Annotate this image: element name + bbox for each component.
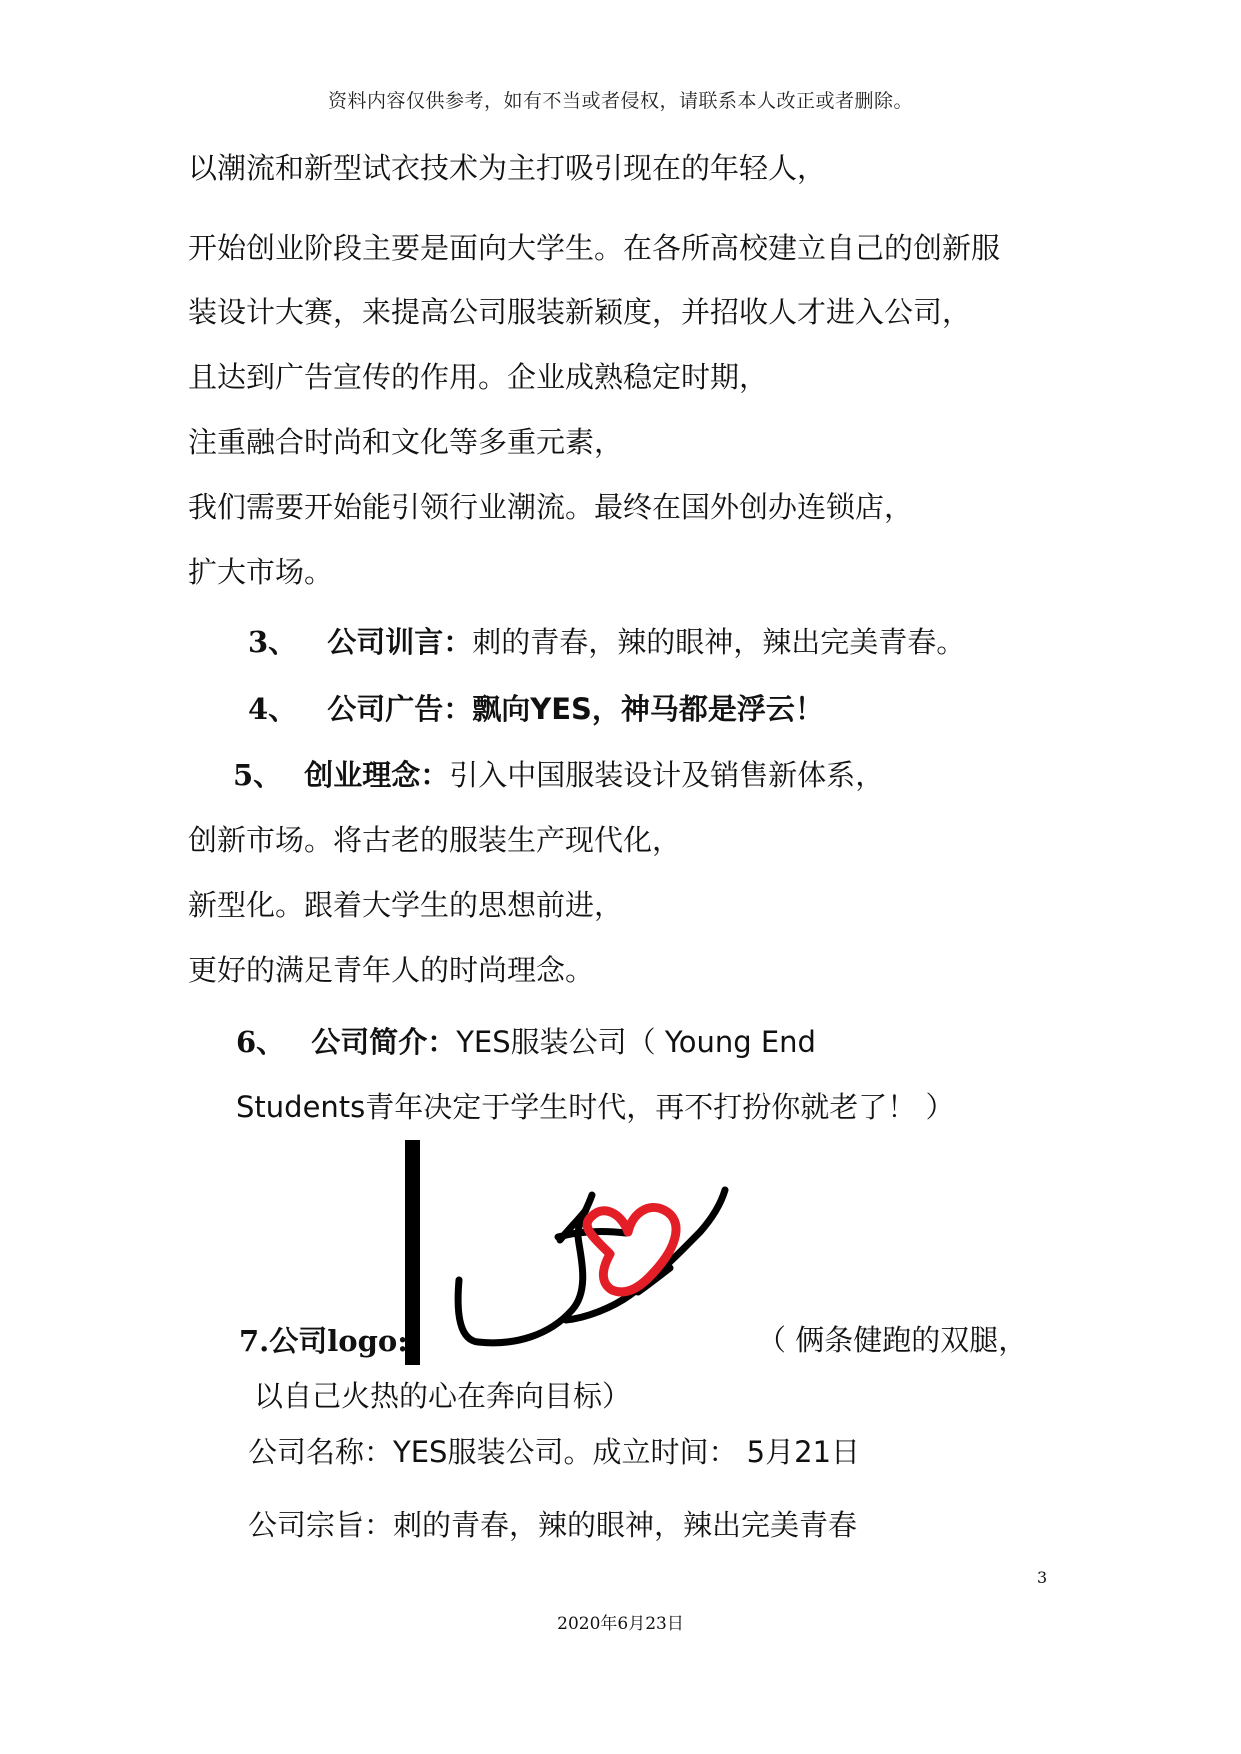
logo-caption-1: （ 俩条健跑的双腿， xyxy=(757,1323,1028,1357)
intro-line-4: 且达到广告宣传的作用。企业成熟稳定时期， xyxy=(188,360,769,394)
intro-line-5: 注重融合时尚和文化等多重元素， xyxy=(188,425,624,459)
item-6-text: YES服装公司（ Young End xyxy=(456,1025,816,1059)
item-4 xyxy=(248,689,824,729)
item-4-label: 公司广告： xyxy=(327,692,473,726)
intro-line-3: 装设计大赛，来提高公司服装新颖度，并招收人才进入公司， xyxy=(188,295,972,329)
running-legs-heart-logo-icon xyxy=(400,1140,750,1365)
item-5 xyxy=(233,755,884,795)
item-7-label: 7.公司logo: xyxy=(239,1324,408,1358)
item-6-label: 公司简介： xyxy=(311,1025,457,1059)
item-6 xyxy=(236,1022,816,1062)
item-5-line-3: 更好的满足青年人的时尚理念。 xyxy=(188,953,595,987)
intro-line-2: 开始创业阶段主要是面向大学生。在各所高校建立自己的创新服 xyxy=(188,231,1001,265)
company-tenet-line: 公司宗旨：刺的青春，辣的眼神，辣出完美青春 xyxy=(248,1508,858,1542)
item-5-text: 引入中国服装设计及销售新体系， xyxy=(449,758,885,792)
intro-line-1: 以潮流和新型试衣技术为主打吸引现在的年轻人， xyxy=(188,151,827,185)
logo-caption-2: 以自己火热的心在奔向目标） xyxy=(254,1379,632,1413)
item-5-number: 5、 xyxy=(233,758,283,792)
page-header-disclaimer: 资料内容仅供参考，如有不当或者侵权，请联系本人改正或者删除。 xyxy=(327,90,913,112)
item-4-text: 飘向YES，神马都是浮云！ xyxy=(472,692,824,726)
page-number: 3 xyxy=(1037,1568,1048,1587)
item-5-label: 创业理念： xyxy=(304,758,450,792)
item-3-number: 3、 xyxy=(248,625,298,659)
item-5-line-1: 创新市场。将古老的服装生产现代化， xyxy=(188,823,682,857)
intro-line-7: 扩大市场。 xyxy=(188,555,334,589)
item-3-label: 公司训言： xyxy=(327,625,473,659)
item-6-number: 6、 xyxy=(236,1025,286,1059)
company-name-line: 公司名称：YES服装公司。成立时间： 5月21日 xyxy=(248,1435,861,1469)
intro-line-6: 我们需要开始能引领行业潮流。最终在国外创办连锁店， xyxy=(188,490,914,524)
item-3 xyxy=(248,622,965,662)
item-4-number: 4、 xyxy=(248,692,298,726)
page-footer-date: 2020年6月23日 xyxy=(557,1614,684,1634)
item-6-line-2: Students青年决定于学生时代，再不打扮你就老了！ ） xyxy=(236,1090,955,1124)
item-5-line-2: 新型化。跟着大学生的思想前进， xyxy=(188,888,624,922)
item-3-text: 刺的青春，辣的眼神，辣出完美青春。 xyxy=(472,625,966,659)
